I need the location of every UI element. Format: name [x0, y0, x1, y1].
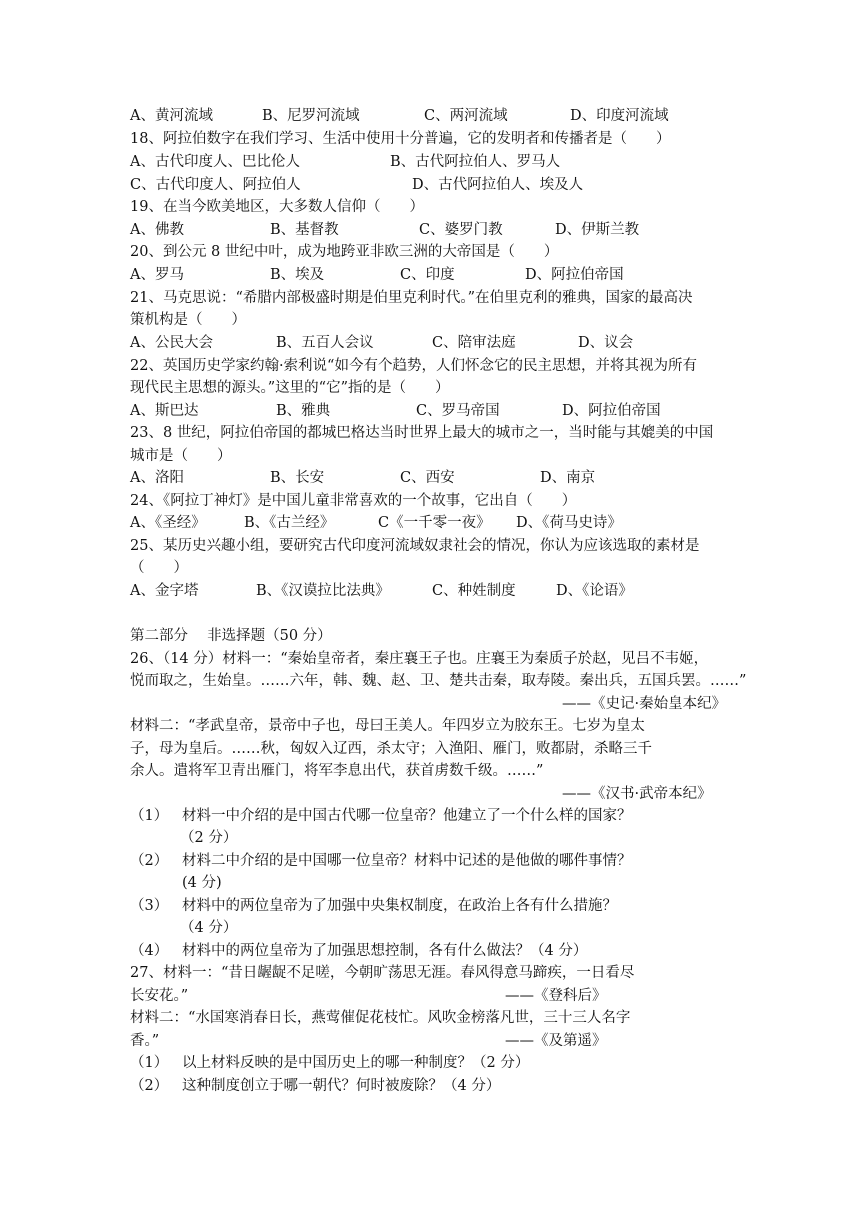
q23-option-d[interactable]: D、南京: [540, 470, 596, 486]
q26-material2-line3: 余人。遣将军卫青出雁门，将军李息出代，获首虏数千级。……”: [130, 763, 544, 779]
q26-sub4: [130, 940, 587, 962]
q22-option-c[interactable]: C、罗马帝国: [416, 403, 500, 419]
q26-sub4-number: （4）: [130, 943, 169, 959]
q17-option-d[interactable]: D、印度河流域: [570, 108, 669, 124]
q20-stem: 20、到公元 8 世纪中叶，成为地跨亚非欧三洲的大帝国是（ ）: [130, 244, 559, 260]
q26-sub1-text: 材料一中介绍的是中国古代哪一位皇帝？他建立了一个什么样的国家？: [182, 808, 632, 824]
q20-option-a[interactable]: A、罗马: [130, 267, 184, 283]
q26-line2: 悦而取之，生始皇。……六年，韩、魏、赵、卫、楚共击秦，取寿陵。秦出兵，五国兵罢。……”: [130, 673, 747, 689]
q25-option-b[interactable]: B、《汉谟拉比法典》: [256, 583, 390, 599]
q24-stem: 24、《阿拉丁神灯》是中国儿童非常喜欢的一个故事，它出自（ ）: [130, 493, 577, 509]
q20-option-c[interactable]: C、印度: [400, 267, 455, 283]
q25-stem-line1: 25、某历史兴趣小组，要研究古代印度河流域奴隶社会的情况，你认为应该选取的素材是: [130, 538, 700, 554]
q19-stem: 19、在当今欧美地区，大多数人信仰（ ）: [130, 199, 424, 215]
q20-option-b[interactable]: B、埃及: [270, 267, 325, 283]
q21-stem-line2: 策机构是（ ）: [130, 312, 246, 328]
q22-option-d[interactable]: D、阿拉伯帝国: [562, 403, 661, 419]
q26-sub3-score: （4 分）: [180, 920, 238, 936]
q22-option-a[interactable]: A、斯巴达: [130, 403, 199, 419]
q27-sub2: [130, 1075, 500, 1097]
q18-option-b[interactable]: B、古代阿拉伯人、罗马人: [390, 154, 561, 170]
q22-stem-line2: 现代民主思想的源头。”这里的“它”指的是（ ）: [130, 380, 450, 396]
q18-option-d[interactable]: D、古代阿拉伯人、埃及人: [412, 177, 584, 193]
q21-option-c[interactable]: C、陪审法庭: [432, 335, 516, 351]
q17-option-b[interactable]: B、尼罗河流域: [262, 108, 360, 124]
q27-sub1-number: （1）: [130, 1055, 169, 1071]
q27-sub2-number: （2）: [130, 1078, 169, 1094]
q21-option-d[interactable]: D、议会: [578, 335, 634, 351]
q23-option-c[interactable]: C、西安: [400, 470, 455, 486]
q27-material1-line1: 27、材料一：“昔日龌龊不足嗟，今朝旷荡思无涯。春风得意马蹄疾，一日看尽: [130, 965, 635, 981]
q26-sub2-text: 材料二中介绍的是中国哪一位皇帝？材料中记述的是他做的哪件事情？: [182, 853, 632, 869]
q26-sub1: [130, 805, 632, 827]
q23-stem-line1: 23、8 世纪，阿拉伯帝国的都城巴格达当时世界上最大的城市之一，当时能与其媲美的中国: [130, 425, 714, 441]
q27-sub1-text: 以上材料反映的是中国历史上的哪一种制度？（2 分）: [182, 1055, 530, 1071]
q26-sub2: [130, 850, 632, 872]
q17-option-c[interactable]: C、两河流域: [424, 108, 508, 124]
q21-stem-line1: 21、马克思说：“希腊内部极盛时期是伯里克利时代。”在伯里克利的雅典，国家的最高决: [130, 290, 693, 306]
q18-stem: 18、阿拉伯数字在我们学习、生活中使用十分普遍，它的发明者和传播者是（ ）: [130, 131, 671, 147]
q27-material1-line2: 长安花。”: [130, 988, 189, 1004]
q19-option-a[interactable]: A、佛教: [130, 222, 184, 238]
q26-material2-line2: 子，母为皇后。……秋，匈奴入辽西，杀太守；入渔阳、雁门，败都尉，杀略三千: [130, 741, 652, 757]
q26-sub1-number: （1）: [130, 808, 169, 824]
q26-source1: ——《史记·秦始皇本纪》: [562, 696, 727, 712]
q21-option-a[interactable]: A、公民大会: [130, 335, 213, 351]
q18-option-a[interactable]: A、古代印度人、巴比伦人: [130, 154, 300, 170]
q26-sub1-score: （2 分）: [180, 830, 238, 846]
q26-sub3-text: 材料中的两位皇帝为了加强中央集权制度，在政治上各有什么措施？: [182, 898, 617, 914]
q22-option-b[interactable]: B、雅典: [276, 403, 331, 419]
q20-option-d[interactable]: D、阿拉伯帝国: [525, 267, 624, 283]
q25-option-d[interactable]: D、《论语》: [556, 583, 633, 599]
q24-option-d[interactable]: D、《荷马史诗》: [516, 515, 622, 531]
q26-sub2-score: (4 分): [182, 875, 222, 891]
q19-option-b[interactable]: B、基督教: [270, 222, 339, 238]
q19-option-c[interactable]: C、婆罗门教: [419, 222, 503, 238]
q25-stem-line2: （ ）: [130, 560, 188, 576]
q26-sub4-text: 材料中的两位皇帝为了加强思想控制，各有什么做法？（4 分）: [182, 943, 588, 959]
q26-sub3-number: （3）: [130, 898, 169, 914]
q26-sub3: [130, 895, 617, 917]
q21-option-b[interactable]: B、五百人会议: [276, 335, 374, 351]
q17-option-a[interactable]: A、黄河流域: [130, 108, 213, 124]
q27-source1: ——《登科后》: [505, 988, 607, 1004]
q24-option-b[interactable]: B、《古兰经》: [244, 515, 335, 531]
q23-stem-line2: 城市是（ ）: [130, 448, 232, 464]
q26-material2-line1: 材料二：“孝武皇帝，景帝中子也，母曰王美人。年四岁立为胶东王。七岁为皇太: [130, 718, 645, 734]
q19-option-d[interactable]: D、伊斯兰教: [555, 222, 640, 238]
q27-material2-line1: 材料二：“水国寒消春日长，燕莺催促花枝忙。风吹金榜落凡世，三十三人名字: [130, 1010, 631, 1026]
q18-option-c[interactable]: C、古代印度人、阿拉伯人: [130, 177, 301, 193]
q26-line1: 26、（14 分）材料一：“秦始皇帝者，秦庄襄王子也。庄襄王为秦质子於赵，见吕不韦姬，: [130, 651, 709, 667]
q24-option-a[interactable]: A、《圣经》: [130, 515, 206, 531]
q23-option-a[interactable]: A、洛阳: [130, 470, 184, 486]
q27-sub2-text: 这种制度创立于哪一朝代？何时被废除？（4 分）: [182, 1078, 501, 1094]
q23-option-b[interactable]: B、长安: [270, 470, 325, 486]
q25-option-a[interactable]: A、金字塔: [130, 583, 199, 599]
q22-stem-line1: 22、英国历史学家约翰·索利说“如今有个趋势，人们怀念它的民主思想，并将其视为所有: [130, 358, 697, 374]
q27-material2-line2: 香。”: [130, 1033, 160, 1049]
q27-sub1: [130, 1052, 529, 1074]
q27-source2: ——《及第遥》: [505, 1033, 607, 1049]
part2-heading: 第二部分 非选择题（50 分）: [130, 628, 332, 644]
q26-source2: ——《汉书·武帝本纪》: [562, 786, 712, 802]
q26-sub2-number: （2）: [130, 853, 169, 869]
q24-option-c[interactable]: C《一千零一夜》: [378, 515, 491, 531]
q25-option-c[interactable]: C、种姓制度: [432, 583, 516, 599]
